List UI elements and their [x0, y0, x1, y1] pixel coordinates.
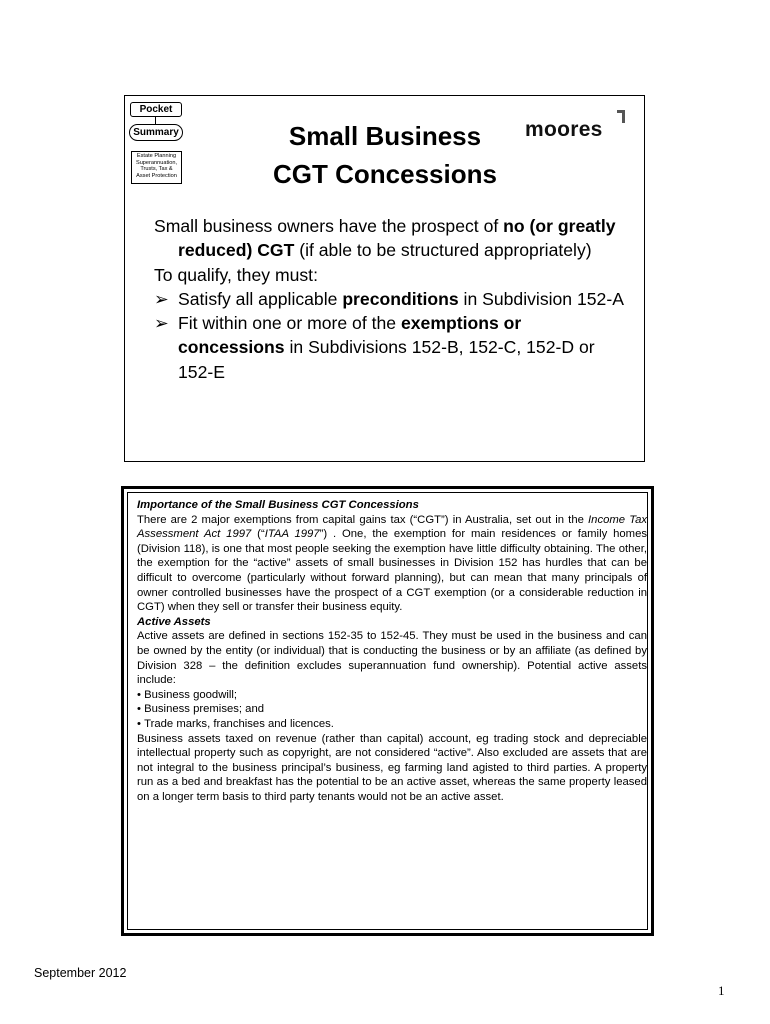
- slide-panel: [124, 95, 645, 462]
- notes-paragraph: Active assets are defined in sections 152-35 to 152-45. They must be used in the business and can be owned by the entity (or individual) that is conducting the business or by an affiliate (as defined by Division 328 – the definition excludes superannuation fund ownership). Potential active assets include:: [137, 630, 647, 687]
- pocket-tag: Pocket: [130, 102, 182, 117]
- category-line: Estate Planning: [136, 153, 177, 159]
- category-line: Superannuation,: [135, 159, 178, 166]
- notes-panel: [121, 486, 654, 936]
- bullet-item: ➢ Fit within one or more of the exemptions or concessions in Subdivisions 152-B, 152-C, 152-D or 152-E: [154, 313, 595, 382]
- notes-paragraph: There are 2 major exemptions from capital gains tax (“CGT”) in Australia, set out in the Income Tax Assessment Act 1997 (“ITAA 1997”) . One, the exemption for main residences or family homes (Division 118), is one that most people seeking the exemption have little difficulty obtaining. The other, the exemption for the “active” assets of small businesses in Division 152 has hurdles that can be difficult to overcome (particularly without forward planning), but can mean that many principals of owner controlled businesses have the prospect of a CGT exemption (or a considerable reduction in CGT) when they sell or transfer their business equity.: [137, 513, 648, 614]
- notes-inner-border: [127, 492, 648, 930]
- list-item: • Business premises; and: [137, 702, 647, 717]
- slide-body: [154, 214, 624, 384]
- bullet-item: ➢ Satisfy all applicable preconditions in Subdivision 152-A: [154, 287, 624, 311]
- intro-emphasis: no (or greatly reduced) CGT: [178, 216, 616, 261]
- slide-title: [245, 117, 525, 193]
- slide-title-line: Small Business: [288, 121, 482, 151]
- notes-heading: Importance of the Small Business CGT Concessions: [137, 499, 419, 511]
- qualify-text: To qualify, they must:: [154, 264, 318, 285]
- intro-paragraph: Small business owners have the prospect of no (or greatly reduced) CGT (if able to be structured appropriately): [154, 216, 616, 261]
- notes-paragraph: Business assets taxed on revenue (rather than capital) account, eg trading stock and depreciable intellectual property such as copyright, are not considered “active”. Also excluded are assets that are not integral to the business principal’s business, eg farming land agisted to third parties. A property run as a bed and breakfast has the potential to be an active asset, whereas the same property leased on a longer term basis to third party tenants would not be an active asset.: [137, 732, 647, 803]
- arrow-bullet-icon: ➢: [154, 288, 169, 309]
- logo-corner-mark: [617, 110, 625, 123]
- category-line: Asset Protection: [136, 172, 177, 179]
- list-item: • Trade marks, franchises and licences.: [137, 717, 647, 732]
- arrow-bullet-icon: ➢: [154, 313, 169, 334]
- category-line: Trusts, Tax &: [140, 166, 173, 173]
- notes-heading: Active Assets: [137, 615, 211, 628]
- tag-connector: [155, 117, 156, 124]
- moores-logo: [523, 110, 633, 140]
- page-number: 1: [718, 983, 725, 998]
- notes-text: [137, 498, 647, 804]
- active-assets-list: [137, 688, 647, 732]
- list-item: • Business goodwill;: [137, 688, 647, 703]
- category-box: [131, 151, 182, 184]
- summary-tag: Summary: [129, 124, 183, 141]
- logo-text: moores: [525, 118, 603, 141]
- footer-date: September 2012: [34, 966, 127, 980]
- slide-title-line: CGT Concessions: [273, 159, 497, 189]
